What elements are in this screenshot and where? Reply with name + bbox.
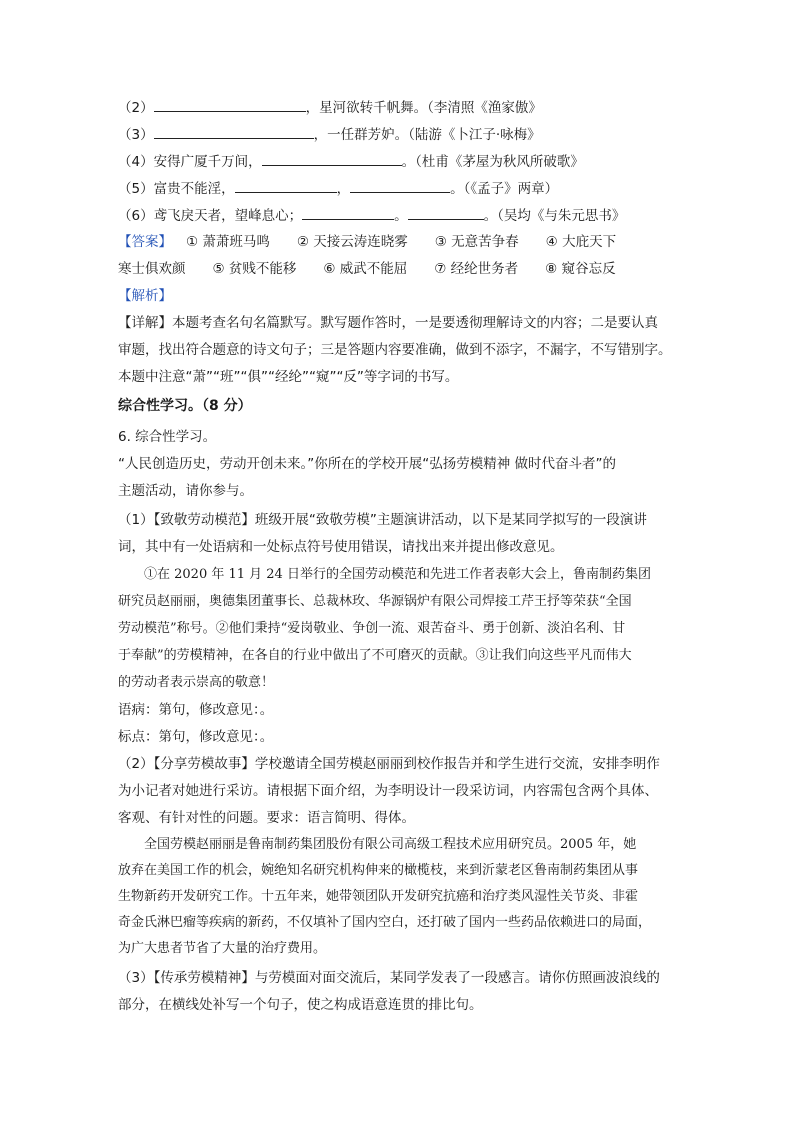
profile-quote: 生物新药开发研究工作。十五年来，她带领团队开发研究抗癌和治疗类风湿性关节炎、非霍 (118, 889, 639, 904)
answer-line-2: 寒士俱欢颜 ⑤ 贫贱不能移 ⑥ 威武不能屈 ⑦ 经纶世务者 ⑧ 窥谷忘反 (118, 261, 616, 277)
subquestion-1: 词，其中有一处语病和一处标点符号使用错误，请找出来并提出修改意见。 (118, 539, 564, 555)
speech-quote: 于奉献”的劳模精神，在各自的行业中做出了不可磨灭的贡献。③让我们向这些平凡而伟大 (118, 648, 632, 663)
subquestion-1: （1）【致敬劳动模范】班级开展“致敬劳模”主题演讲活动，以下是某同学拟写的一段演讲 (118, 512, 647, 528)
speech-quote: 劳动模范”称号。②他们秉持“爱岗敬业、争创一流、艰苦奋斗、勇于创新、淡泊名利、甘 (118, 621, 626, 636)
section-heading: 综合性学习。（8 分） (118, 398, 252, 414)
speech-quote: 的劳动者表示崇高的敬意！ (118, 675, 275, 690)
speech-quote: ①在 2020 年 11 月 24 日举行的全国劳动模范和先进工作者表彰大会上，鲁南制药集团 (118, 567, 651, 582)
answer-tag: 【答案】 (118, 234, 172, 250)
answer-blank (154, 98, 306, 112)
speech-quote: 研究员赵丽丽，奥德集团董事长、总裁林玫、华源锅炉有限公司焊接工芹王抒等荣获“全国 (118, 594, 632, 609)
answer-blank (235, 179, 337, 193)
fill-line-3: （3） ，一任群芳妒。（陆游《卜江子·咏梅》 (118, 127, 541, 143)
punctuation-error-prompt: 标点：第句，修改意见：。 (118, 729, 274, 745)
question-intro: 主题活动，请你参与。 (118, 483, 253, 499)
subquestion-2: 客观、有针对性的问题。要求：语言简明、得体。 (118, 810, 415, 826)
fill-line-6: （6）鸢飞戾天者，望峰息心； 。 。（吴均《与朱元思书》 (118, 208, 626, 224)
subquestion-2: （2）【分享劳模故事】学校邀请全国劳模赵丽丽到校作报告并和学生进行交流，安排李明作 (118, 756, 660, 772)
fill-line-4: （4）安得广厦千万间， 。（杜甫《茅屋为秋风所破歌》 (118, 154, 584, 170)
fill-line-2: （2） ，星河欲转千帆舞。（李清照《渔家傲》 (118, 100, 542, 116)
fill-line-5: （5）富贵不能淫， ， 。（《孟子》两章） (118, 181, 559, 197)
grammar-error-prompt: 语病：第句，修改意见：。 (118, 702, 274, 718)
analysis-line: 本题中注意“萧”“班”“俱”“经纶”“窥”“反”等字词的书写。 (118, 369, 459, 385)
answer-blank (408, 206, 484, 220)
answer-blank (350, 179, 450, 193)
profile-quote: 奇金氏淋巴瘤等疾病的新药，不仅填补了国内空白，还打破了国内一些药品依赖进口的局面， (118, 915, 652, 930)
analysis-line: 审题，找出符合题意的诗文句子；三是答题内容要准确，做到不添字，不漏字，不写错别字。 (118, 342, 672, 358)
answer-blank (302, 206, 394, 220)
analysis-line: 【详解】本题考查名句名篇默写。默写题作答时，一是要透彻理解诗文的内容；二是要认真 (118, 315, 658, 331)
answer-line-1: 【答案】 ① 萧萧班马鸣 ② 天接云涛连晓雾 ③ 无意苦争春 ④ 大庇天下 (118, 234, 617, 250)
answer-blank (154, 125, 314, 139)
profile-quote: 全国劳模赵丽丽是鲁南制药集团股份有限公司高级工程技术应用研究员。2005 年，她 (118, 837, 637, 852)
subquestion-3: （3）【传承劳模精神】与劳模面对面交流后，某同学发表了一段感言。请你仿照画波浪线的 (118, 970, 660, 986)
subquestion-2: 为小记者对她进行采访。请根据下面介绍，为李明设计一段采访词，内容需包含两个具体、 (118, 783, 658, 799)
analysis-tag: 【解析】 (118, 288, 172, 304)
question-intro: “人民创造历史，劳动开创未来。”你所在的学校开展“弘扬劳模精神 做时代奋斗者”的 (118, 456, 617, 472)
subquestion-3: 部分，在横线处补写一个句子，使之构成语意连贯的排比句。 (118, 997, 483, 1013)
answer-blank (262, 152, 402, 166)
profile-quote: 放弃在美国工作的机会，婉绝知名研究机构伸来的橄榄枝，来到沂蒙老区鲁南制药集团从事 (118, 863, 639, 878)
question-number: 6. 综合性学习。 (118, 429, 217, 445)
profile-quote: 为广大患者节省了大量的治疗费用。 (118, 941, 327, 956)
